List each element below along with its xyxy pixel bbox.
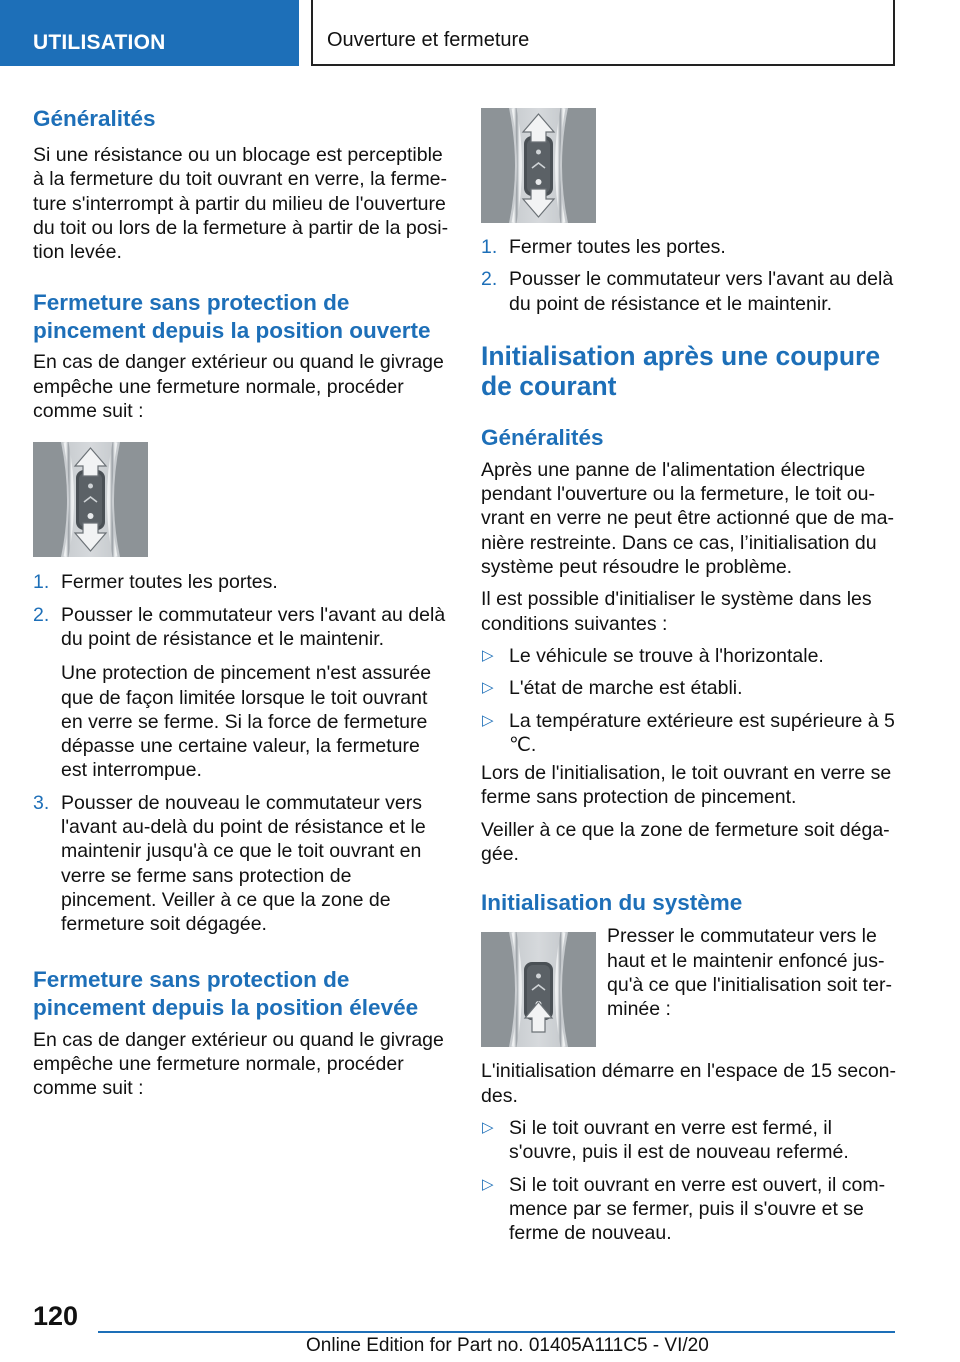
section-title: UTILISATION bbox=[33, 31, 166, 54]
list-item bbox=[481, 1116, 901, 1165]
roof-switch-up-down-icon bbox=[33, 442, 148, 557]
heading-initialisation: Initialisation après une coupure de courant bbox=[481, 340, 881, 401]
list-item bbox=[481, 709, 901, 758]
outcomes-list bbox=[481, 1116, 901, 1245]
list-item bbox=[481, 1173, 901, 1246]
paragraph-power-failure: Après une panne de l'alimentation électrique pendant l'ouverture ou la fermeture, le toit ouvrant en verre ne peut être actionné que de manière restreinte. Dans ce cas, l’initialisation du système peut résoudre le problème. bbox=[481, 458, 895, 579]
paragraph-no-pinch: Lors de l'initialisation, le toit ouvrant en verre se ferme sans protection de pincement. bbox=[481, 762, 892, 809]
list-item bbox=[481, 644, 901, 668]
triangle-bullet-icon: ▷ bbox=[482, 1118, 494, 1136]
step-text: Pousser le commutateur vers l'avant au delà du point de résistance et le maintenir. bbox=[61, 603, 446, 650]
condition-text: Le véhicule se trouve à l'horizontale. bbox=[509, 644, 824, 667]
list-item bbox=[33, 570, 450, 594]
paragraph-clear-zone: Veiller à ce que la zone de fermeture soit dégagée. bbox=[481, 818, 890, 866]
heading-closing-open-position: Fermeture sans protection de pincement depuis la position ouverte bbox=[33, 290, 431, 344]
step-number: 2. bbox=[33, 603, 50, 626]
step-number: 2. bbox=[481, 268, 498, 291]
paragraph-danger-raised: En cas de danger extérieur ou quand le givrage empêche une fermeture normale, procéder comme suit : bbox=[33, 1028, 444, 1100]
step-text: Fermer toutes les portes. bbox=[61, 571, 278, 594]
outcome-text: Si le toit ouvrant en verre est ouvert, il commence par se fermer, puis il s'ouvre et se ferme de nouveau. bbox=[509, 1173, 886, 1245]
step-text: Pousser de nouveau le commutateur vers l'avant au-delà du point de résistance et le maintenir jusqu'à ce que le toit ouvrant en verre se ferme sans protection de pincement. Veiller à ce que la zone de fermeture soit dégagée. bbox=[61, 791, 426, 936]
outcome-text: Si le toit ouvrant en verre est fermé, il s'ouvre, puis il est de nouveau refermé. bbox=[509, 1116, 849, 1164]
triangle-bullet-icon: ▷ bbox=[482, 1175, 494, 1193]
list-item bbox=[481, 235, 901, 259]
chapter-header bbox=[311, 0, 895, 66]
step-number: 1. bbox=[33, 571, 50, 594]
triangle-bullet-icon: ▷ bbox=[482, 711, 494, 729]
init-instruction-row bbox=[481, 924, 901, 1047]
step-note: Une protection de pincement n'est assurée que de façon limitée lorsque le toit ouvrant en verre se ferme. Si la force de fermeture dépasse une certaine valeur, la fermeture est interrompue. bbox=[61, 662, 432, 782]
paragraph-press-switch: Presser le commutateur vers le haut et le maintenir enfoncé jusqu'à ce que l'initialisation soit terminée : bbox=[607, 925, 892, 1021]
step-text: Fermer toutes les portes. bbox=[509, 236, 726, 258]
edition-note: Online Edition for Part no. 01405A111C5 - VI/20 bbox=[306, 1335, 709, 1356]
heading-closing-raised-position: Fermeture sans protection de pincement depuis la position élevée bbox=[33, 966, 419, 1020]
footer-rule bbox=[98, 1331, 895, 1333]
section-tab bbox=[0, 0, 299, 66]
triangle-bullet-icon: ▷ bbox=[482, 646, 494, 664]
paragraph-danger-open: En cas de danger extérieur ou quand le givrage empêche une fermeture normale, procéder comme suit : bbox=[33, 351, 444, 423]
conditions-list bbox=[481, 644, 901, 757]
roof-switch-up-icon bbox=[481, 932, 596, 1047]
steps-open-position bbox=[33, 570, 450, 936]
step-number: 3. bbox=[33, 791, 50, 814]
left-column bbox=[33, 100, 450, 1100]
paragraph-intro: Si une résistance ou un blocage est perceptible à la fermeture du toit ouvrant en verre, la fermeture s'interrompt à partir du milieu de l'ouverture du toit ou lors de la fermeture à partir de la position levée. bbox=[33, 144, 449, 264]
heading-generalites: Généralités bbox=[33, 106, 156, 131]
list-item bbox=[481, 676, 901, 700]
right-column bbox=[481, 108, 901, 1245]
list-item bbox=[33, 603, 450, 783]
step-text: Pousser le commutateur vers l'avant au delà du point de résistance et le maintenir. bbox=[509, 268, 894, 315]
switch-image-raised bbox=[481, 108, 901, 223]
condition-text: La température extérieure est supérieure à 5 ℃. bbox=[509, 709, 895, 756]
chapter-title: Ouverture et fermeture bbox=[327, 29, 530, 51]
paragraph-init-start: L'initialisation démarre en l'espace de 15 secondes. bbox=[481, 1060, 897, 1107]
step-number: 1. bbox=[481, 236, 498, 258]
steps-raised-position bbox=[481, 235, 901, 316]
heading-generalites-2: Généralités bbox=[481, 424, 604, 450]
switch-image-open bbox=[33, 442, 450, 557]
heading-system-init: Initialisation du système bbox=[481, 890, 743, 916]
paragraph-conditions-intro: Il est possible d'initialiser le système dans les conditions suivantes : bbox=[481, 588, 872, 635]
page-number: 120 bbox=[33, 1301, 79, 1331]
triangle-bullet-icon: ▷ bbox=[482, 679, 494, 697]
roof-switch-up-down-icon bbox=[481, 108, 596, 223]
list-item bbox=[33, 791, 450, 937]
condition-text: L'état de marche est établi. bbox=[509, 677, 743, 700]
list-item bbox=[481, 267, 901, 316]
